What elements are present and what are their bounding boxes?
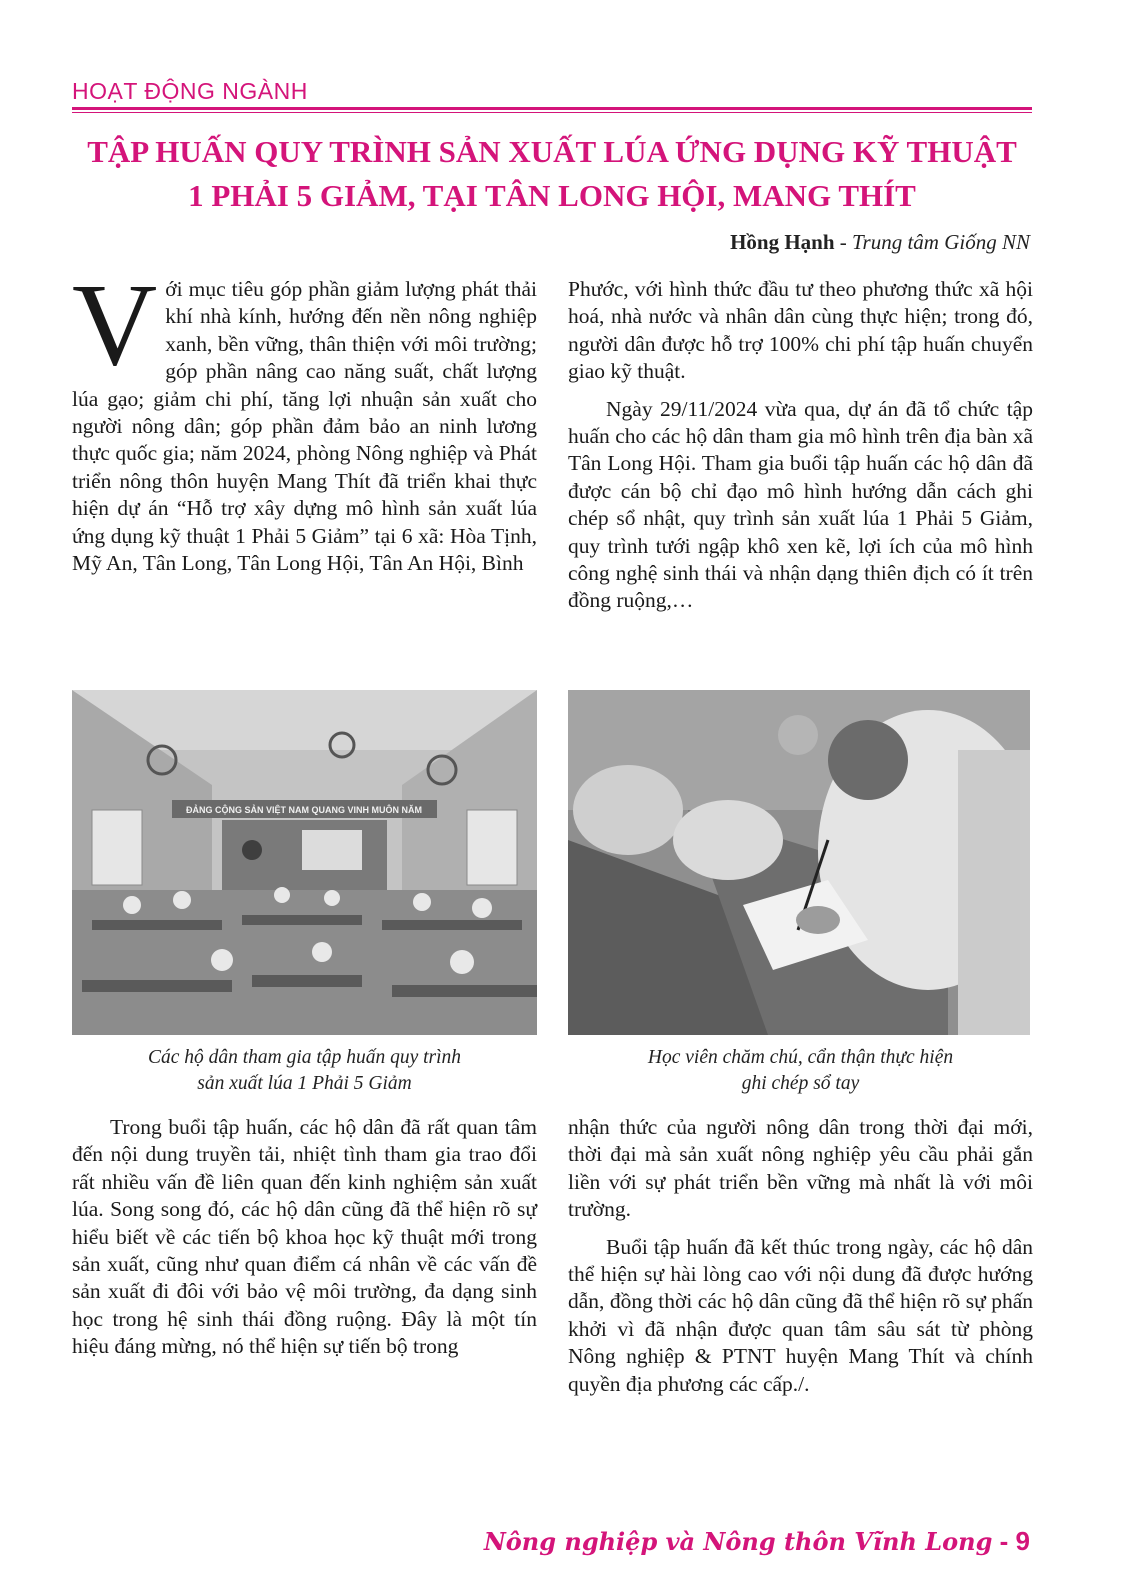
photo-caption-1 [72, 1045, 537, 1097]
training-hall-image [72, 690, 537, 1035]
photo-caption-2 [568, 1045, 1033, 1097]
author-organization: Trung tâm Giống NN [852, 230, 1030, 254]
page-footer [484, 1526, 1030, 1557]
column-left-top [72, 259, 537, 577]
article-title [60, 130, 1044, 218]
caption-2-line-2: ghi chép sổ tay [741, 1073, 860, 1094]
column-right-bottom [568, 1114, 1033, 1398]
byline [730, 230, 1030, 255]
page-number: 9 [1015, 1526, 1030, 1556]
footer-separator: - [992, 1526, 1016, 1556]
paragraph-1 [72, 259, 537, 577]
column-left-bottom [72, 1114, 537, 1361]
column-right-top [568, 276, 1033, 615]
paragraph-2: Ngày 29/11/2024 vừa qua, dự án đã tổ chức tập huấn cho các hộ dân tham gia mô hình trên địa bàn xã Tân Long Hội. Tham gia buổi tập huấn các hộ dân đã được cán bộ chỉ đạo mô hình hướng dẫn cách ghi chép sổ nhật, quy trình sản xuất lúa 1 Phải 5 Giảm, quy trình tưới ngập khô xen kẽ, lợi ích của mô hình công nghệ sinh thái và nhận dạng thiên địch có ít trên đồng ruộng,… [568, 396, 1033, 613]
photo-student-writing [568, 690, 1030, 1035]
photo-training-hall [72, 690, 537, 1035]
header-rule-thin [72, 112, 1032, 113]
byline-separator: - [834, 230, 853, 254]
header-rule [72, 107, 1032, 110]
caption-2-line-1: Học viên chăm chú, cẩn thận thực hiện [647, 1047, 954, 1068]
caption-1-line-1: Các hộ dân tham gia tập huấn quy trình [147, 1047, 462, 1068]
paragraph-4: Buổi tập huấn đã kết thúc trong ngày, các hộ dân thể hiện sự hài lòng cao với nội dung đã được hướng dẫn, đồng thời các hộ dân cũng đã thể hiện rõ sự phấn khởi vì đã nhận được quan tâm sâu sát từ phòng Nông nghiệp & PTNT huyện Mang Thít và chính quyền địa phương các cấp./. [568, 1234, 1033, 1396]
publication-name: Nông nghiệp và Nông thôn Vĩnh Long [483, 1527, 993, 1556]
section-label: HOẠT ĐỘNG NGÀNH [72, 78, 308, 104]
drop-cap: V [72, 259, 158, 390]
caption-1-line-2: sản xuất lúa 1 Phải 5 Giảm [197, 1073, 412, 1094]
paragraph-3: Trong buổi tập huấn, các hộ dân đã rất quan tâm đến nội dung truyền tải, nhiệt tình tham gia trao đổi rất nhiều vấn đề liên quan đến kinh nghiệm sản xuất lúa. Song song đó, các hộ dân cũng đã thể hiện rõ sự hiểu biết về các tiến bộ khoa học kỹ thuật mới trong sản xuất, cũng như quan điểm cá nhân về các vấn đề sản xuất đi đôi với bảo vệ môi trường, đa dạng sinh học trong hệ sinh thái đồng ruộng. Đây là một tín hiệu đáng mừng, nó thể hiện sự tiến bộ trong [72, 1115, 537, 1359]
paragraph-3-continued: nhận thức của người nông dân trong thời đại mới, thời đại mà sản xuất nông nghiệp yêu cầu phải gắn liền với sự phát triển bền vững mà nhất là với môi trường. [568, 1115, 1033, 1222]
paragraph-1-text: ới mục tiêu góp phần giảm lượng phát thải khí nhà kính, hướng đến nền nông nghiệp xanh, bền vững, thân thiện với môi trường; góp phần nâng cao năng suất, chất lượng lúa gạo; giảm chi phí, tăng lợi nhuận sản xuất cho người nông dân; góp phần đảm bảo an ninh lương thực quốc gia; năm 2024, phòng Nông nghiệp và Phát triển nông thôn huyện Mang Thít đã triển khai thực hiện dự án “Hỗ trợ xây dựng mô hình sản xuất lúa ứng dụng kỹ thuật 1 Phải 5 Giảm” tại 6 xã: Hòa Tịnh, Mỹ An, Tân Long, Tân Long Hội, Tân An Hội, Bình [72, 277, 537, 576]
student-writing-image [568, 690, 1030, 1035]
author-name: Hồng Hạnh [730, 230, 835, 254]
paragraph-1-continued: Phước, với hình thức đầu tư theo phương thức xã hội hoá, nhà nước và nhân dân cùng thực hiện; trong đó, người dân được hỗ trợ 100% chi phí tập huấn chuyển giao kỹ thuật. [568, 277, 1033, 384]
hall-banner-text: ĐẢNG CỘNG SẢN VIỆT NAM QUANG VINH MUÔN NĂM [186, 805, 422, 815]
title-line-1: TẬP HUẤN QUY TRÌNH SẢN XUẤT LÚA ỨNG DỤNG KỸ THUẬT [87, 134, 1017, 169]
title-line-2: 1 PHẢI 5 GIẢM, TẠI TÂN LONG HỘI, MANG THÍT [188, 178, 916, 213]
